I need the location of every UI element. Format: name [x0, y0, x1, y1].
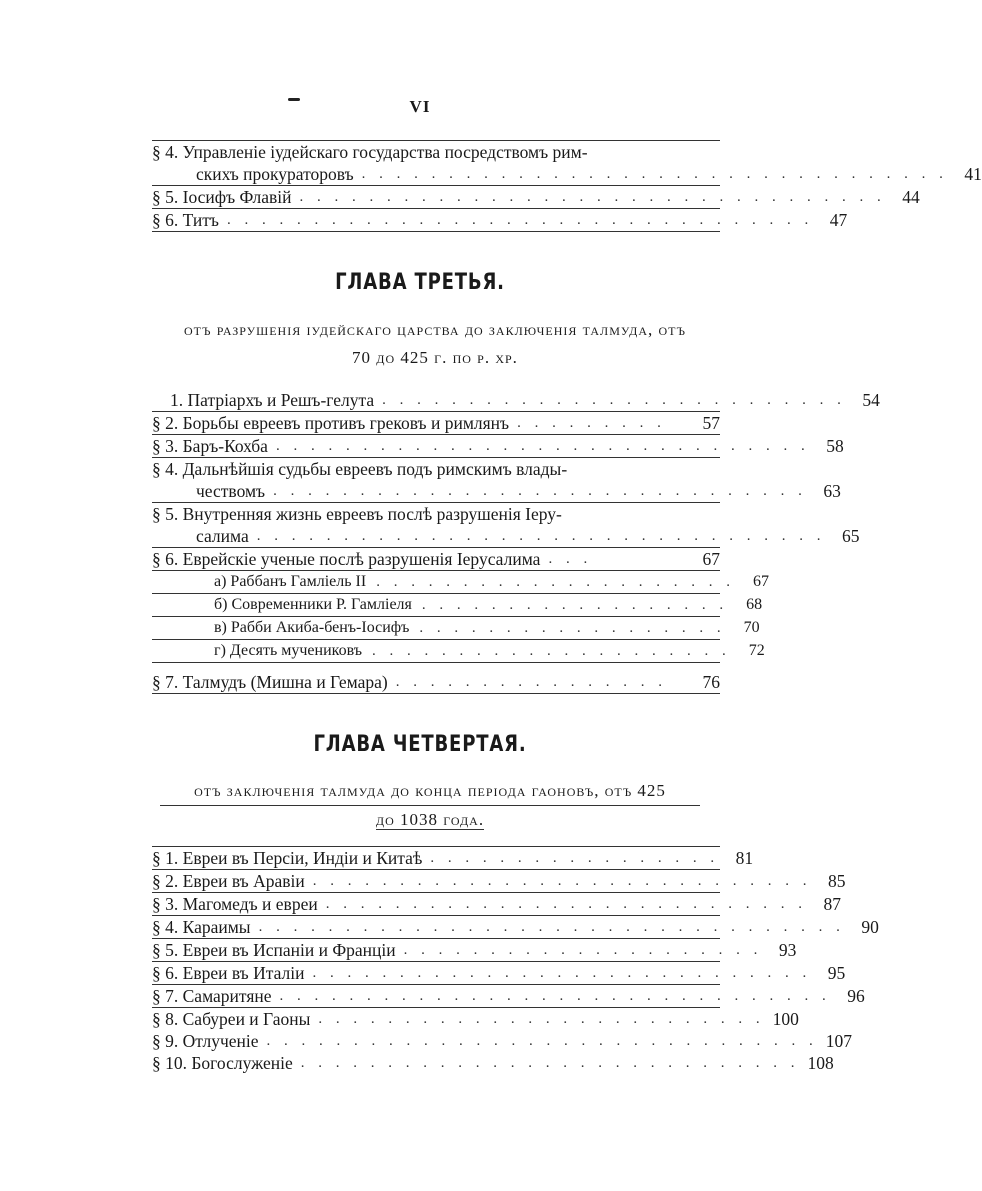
toc-entry — [152, 209, 848, 232]
dot-leader: . . . . . . . . . . . . . . . . . — [430, 850, 720, 866]
toc-entry — [152, 1030, 853, 1052]
toc-entry-page: 72 — [748, 642, 765, 659]
dot-leader: . . . . . . . . . . . . . . . . . . . . . . . . . . . . . . . . — [266, 1033, 818, 1049]
dot-leader: . . . . . . . . . . . . . . . . . . . . . . . . . . . . . — [312, 965, 812, 981]
toc-entry-page: 54 — [862, 390, 880, 410]
toc-top-section — [152, 140, 982, 232]
toc-entry — [152, 985, 865, 1008]
toc-entry — [152, 458, 720, 480]
toc-subentry — [152, 571, 769, 594]
toc-entry-page: 65 — [841, 526, 860, 546]
toc-entry-label: § 6. Титъ — [152, 210, 219, 230]
dot-leader: . . . . . . . . . . . . . . . . . . . . . — [372, 643, 731, 659]
toc-entry-page: 90 — [861, 917, 879, 937]
toc-entry-label: § 2. Евреи въ Аравіи — [152, 871, 305, 891]
toc-chapter-3 — [152, 389, 880, 694]
page-number: VI — [409, 97, 431, 116]
dot-leader: . . . . . . . . . . . . . . . . . . — [419, 620, 726, 636]
toc-subentry — [152, 594, 763, 617]
dot-leader: . . . . . . . . . . . . . . . . . . . . . . . . . . . . . . . . — [279, 988, 831, 1004]
toc-entry-label: § 3. Магомедъ и евреи — [152, 894, 318, 914]
toc-chapter-4 — [152, 846, 879, 1074]
toc-entry-page: 68 — [746, 596, 763, 613]
toc-entry — [152, 186, 920, 209]
toc-entry-label: § 4. Караимы — [152, 917, 251, 937]
dot-leader: . . . . . . . . . — [517, 415, 666, 431]
toc-entry — [152, 1008, 799, 1030]
toc-entry-page: 41 — [964, 164, 982, 184]
toc-entry-label: салима — [196, 526, 249, 546]
dot-leader: . . . . . . . . . . . . . . . . . . . . . . . . . . . . . . . . . . — [361, 166, 948, 182]
toc-entry — [152, 503, 720, 525]
toc-entry-label: § 1. Евреи въ Персіи, Индіи и Китаѣ — [152, 848, 423, 868]
toc-entry-page: 96 — [847, 986, 865, 1006]
dot-leader: . . . . . . . . . . . . . . . . . . . . . . . . . . . . — [325, 896, 807, 912]
toc-entry — [152, 671, 720, 694]
toc-entry-page: 100 — [772, 1009, 799, 1029]
dot-leader: . . . . . . . . . . . . . . . . . . . . . . . . . . . . . . . — [275, 438, 810, 454]
dot-leader: . . . . . . . . . . . . . . . . . . . . . . . . . . . . . . . — [273, 483, 807, 499]
toc-entry-page: 93 — [778, 940, 797, 960]
toc-entry-page: 67 — [702, 549, 720, 569]
toc-entry — [152, 140, 720, 163]
chapter-4-subtitle — [160, 777, 700, 834]
toc-entry-label: чествомъ — [196, 481, 266, 501]
chapter-3-subtitle-line2: 70 до 425 г. по р. хр. — [352, 348, 518, 367]
toc-subentry — [152, 640, 765, 663]
dot-leader: . . . . . . . . . . . . . . . . . . . . . . . . . . . . . — [312, 873, 812, 889]
toc-entry-label: 1. Патріархъ и Решъ-гелута — [170, 390, 375, 410]
dot-leader: . . . . . . . . . . . . . . . . . . . . . . . . . . — [318, 1011, 765, 1027]
toc-entry-label: в) Рабби Акиба-бенъ-Іосифъ — [214, 619, 410, 636]
toc-entry-page: 85 — [827, 871, 846, 891]
toc-entry-label: § 4. Управленіе іудейскаго государства посредствомъ рим- — [152, 142, 588, 162]
chapter-4-subtitle-line2: до 1038 года. — [375, 810, 485, 829]
toc-subentry — [152, 617, 760, 640]
toc-entry-page: 87 — [823, 894, 841, 914]
toc-entry — [152, 893, 841, 916]
toc-entry-label: а) Раббанъ Гамліель II — [214, 573, 367, 590]
dot-leader: . . . — [548, 551, 593, 567]
toc-entry — [152, 435, 844, 458]
toc-entry-page: 57 — [702, 413, 720, 433]
chapter-3-subtitle — [148, 316, 722, 372]
toc-entry-label: § 4. Дальнѣйшія судьбы евреевъ подъ римскимъ влады- — [152, 459, 568, 479]
toc-entry-label: § 3. Баръ-Кохба — [152, 436, 268, 456]
toc-entry-label: § 7. Самаритяне — [152, 986, 272, 1006]
dot-leader: . . . . . . . . . . . . . . . . . . — [421, 597, 729, 613]
toc-entry-label: § 7. Талмудъ (Мишна и Гемара) — [152, 672, 388, 692]
toc-entry — [152, 962, 846, 985]
toc-entry-page: 44 — [902, 187, 920, 207]
toc-entry-page: 81 — [735, 848, 754, 868]
toc-entry-label: § 6. Еврейскіе ученые послѣ разрушенія Іерусалима — [152, 549, 541, 569]
toc-entry-page: 47 — [829, 210, 848, 230]
chapter-4-title: ГЛАВА ЧЕТВЕРТАЯ. — [313, 732, 527, 757]
toc-entry — [152, 163, 982, 186]
dot-leader: . . . . . . . . . . . . . . . . . . . . . — [376, 574, 735, 590]
toc-entry — [152, 412, 720, 435]
toc-entry-page: 95 — [827, 963, 846, 983]
toc-entry — [152, 480, 841, 503]
dot-leader: . . . . . . . . . . . . . . . . . . . . . — [403, 942, 763, 958]
toc-entry-label: б) Современники Р. Гамліеля — [214, 596, 412, 613]
dot-leader: . . . . . . . . . . . . . . . . . . . . . . . . . . . . . . . . . . — [258, 919, 845, 935]
toc-entry-page: 58 — [826, 436, 844, 456]
chapter-3-subtitle-line1: отъ разрушенія іудейскаго царства до заключенія талмуда, отъ — [184, 320, 686, 339]
toc-entry-page: 108 — [807, 1053, 834, 1073]
toc-entry-label: § 5. Внутренняя жизнь евреевъ послѣ разрушенія Іеру- — [152, 504, 562, 524]
toc-entry-label: г) Десять мучениковъ — [214, 642, 363, 659]
dot-leader: . . . . . . . . . . . . . . . . . . . . . . . . . . . . . — [300, 1055, 800, 1071]
toc-entry — [152, 939, 797, 962]
chapter-4-subtitle-line2-wrap — [376, 806, 484, 834]
toc-entry-label: § 8. Сабуреи и Гаоны — [152, 1009, 311, 1029]
toc-entry — [152, 525, 860, 548]
toc-entry — [152, 846, 754, 870]
dot-leader: . . . . . . . . . . . . . . . . — [395, 674, 667, 690]
toc-entry-page: 76 — [702, 672, 720, 692]
toc-entry — [152, 548, 720, 571]
toc-entry-page: 67 — [752, 573, 769, 590]
chapter-4-subtitle-line1: отъ заключенія талмуда до конца періода гаоновъ, отъ 425 — [160, 777, 700, 806]
toc-entry-label: § 10. Богослуженіе — [152, 1053, 293, 1073]
toc-entry-page: 70 — [743, 619, 760, 636]
toc-entry-page: 63 — [823, 481, 841, 501]
toc-entry-page: 107 — [825, 1031, 853, 1051]
toc-entry-label: § 5. Евреи въ Испаніи и Франціи — [152, 940, 396, 960]
toc-entry — [152, 1052, 834, 1074]
toc-entry-label: § 2. Борьбы евреевъ противъ грековъ и римлянъ — [152, 413, 510, 433]
toc-entry — [152, 870, 846, 893]
dot-leader: . . . . . . . . . . . . . . . . . . . . . . . . . . . . . . . . . . — [226, 212, 814, 228]
chapter-3-title: ГЛАВА ТРЕТЬЯ. — [335, 270, 505, 295]
dot-leader: . . . . . . . . . . . . . . . . . . . . . . . . . . . . . . . . . — [256, 528, 826, 544]
dot-leader: . . . . . . . . . . . . . . . . . . . . . . . . . . . — [382, 392, 846, 408]
toc-entry-label: § 5. Іосифъ Флавій — [152, 187, 292, 207]
dot-leader: . . . . . . . . . . . . . . . . . . . . . . . . . . . . . . . . . . — [299, 189, 886, 205]
toc-entry-label: § 6. Евреи въ Италіи — [152, 963, 305, 983]
toc-entry — [152, 916, 879, 939]
toc-entry — [152, 389, 880, 412]
toc-entry-label: скихъ прокураторовъ — [196, 164, 354, 184]
toc-entry-label: § 9. Отлученіе — [152, 1031, 259, 1051]
